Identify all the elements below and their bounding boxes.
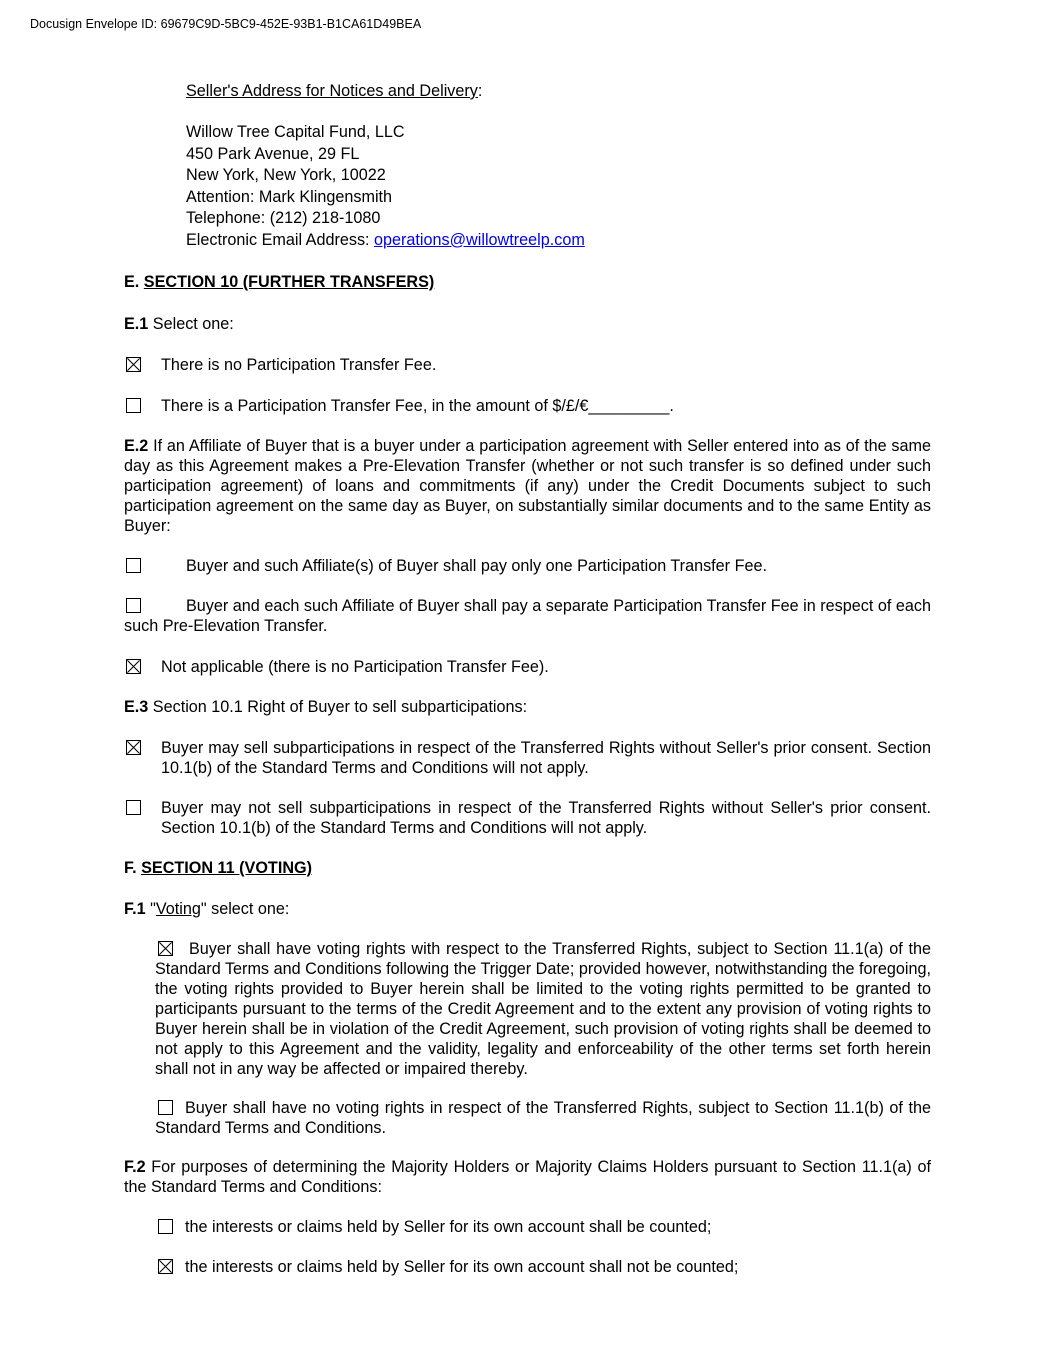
f2-paragraph: F.2 For purposes of determining the Majority Holders or Majority Claims Holders pursuant to Section 11.1(a) of the Standard Terms and Conditions: — [124, 1158, 931, 1196]
email-line: Electronic Email Address: operations@willowtreelp.com — [186, 230, 585, 249]
seller-address-block — [186, 122, 585, 251]
section-e-title: E. SECTION 10 (FURTHER TRANSFERS) — [124, 273, 435, 291]
f1-option-1-label: Buyer shall have voting rights with respect to the Transferred Rights, subject to Section 11.1(a) of the Standard Terms and Conditions following the Trigger Date; provided however, notwithstanding the foregoing, the voting rights provided to Buyer herein shall be limited to the voting rights permitted to be granted to participants pursuant to the terms of the Credit Agreement and to the extent any provision of voting rights to Buyer herein shall be in violation of the Credit Agreement, such provision of voting rights shall be deemed to not apply to this Agreement and the validity, legality and enforceability of the other terms set forth herein shall not in any way be affected or impaired thereby. — [155, 940, 931, 1078]
checkmark-x-icon — [127, 741, 140, 754]
e3-heading: E.3 Section 10.1 Right of Buyer to sell subparticipations: — [124, 698, 528, 716]
address-line: New York, New York, 10022 — [186, 166, 386, 184]
envelope-id: Docusign Envelope ID: 69679C9D-5BC9-452E-93B1-B1CA61D49BEA — [30, 17, 422, 31]
address-line: Willow Tree Capital Fund, LLC — [186, 123, 405, 141]
e3-option-2-checkbox[interactable] — [126, 800, 141, 815]
e3-option-1-checkbox[interactable] — [126, 740, 141, 755]
email-link[interactable]: operations@willowtreelp.com — [374, 230, 585, 249]
e2-option-1-checkbox[interactable] — [126, 558, 141, 573]
e2-option-3-label: Not applicable (there is no Participation Transfer Fee). — [161, 658, 549, 676]
e2-paragraph: E.2 If an Affiliate of Buyer that is a buyer under a participation agreement with Seller entered into as of the same day as this Agreement makes a Pre-Elevation Transfer (whether or not such transfer is so defined under such participation agreement) of loans and commitments (if any) under the Credit Documents subject to such participation agreement on the same day as Buyer, on substantially similar documents and to the same Entity as Buyer: — [124, 437, 931, 535]
e1-option-1-label: There is no Participation Transfer Fee. — [161, 356, 437, 374]
f2-option-2-checkbox[interactable] — [158, 1259, 173, 1274]
section-f-title: F. SECTION 11 (VOTING) — [124, 859, 312, 877]
f2-option-2-label: the interests or claims held by Seller for its own account shall not be counted; — [185, 1258, 739, 1276]
e2-option-2-label: Buyer and each such Affiliate of Buyer shall pay a separate Participation Transfer Fee in respect of each such Pre-Elevation Transfer. — [124, 597, 931, 635]
f2-option-1-checkbox[interactable] — [158, 1219, 173, 1234]
address-line: Telephone: (212) 218-1080 — [186, 209, 381, 227]
seller-address-heading: Seller's Address for Notices and Delivery: — [186, 82, 483, 100]
e2-option-1-label: Buyer and such Affiliate(s) of Buyer shall pay only one Participation Transfer Fee. — [186, 557, 767, 575]
f1-option-2-label: Buyer shall have no voting rights in respect of the Transferred Rights, subject to Section 11.1(b) of the Standard Terms and Conditions. — [155, 1099, 931, 1137]
e1-heading: E.1 Select one: — [124, 315, 234, 333]
checkmark-x-icon — [127, 358, 140, 371]
e1-option-2-label: There is a Participation Transfer Fee, in the amount of $/£/€_________. — [161, 397, 674, 415]
f1-heading: F.1 "Voting" select one: — [124, 900, 290, 918]
address-line: 450 Park Avenue, 29 FL — [186, 144, 360, 163]
e1-option-2-checkbox[interactable] — [126, 398, 141, 413]
e3-option-1-label: Buyer may sell subparticipations in respect of the Transferred Rights without Seller's prior consent. Section 10.1(b) of the Standard Terms and Conditions will not apply. — [161, 739, 931, 777]
e3-option-2-label: Buyer may not sell subparticipations in respect of the Transferred Rights without Seller's prior consent. Section 10.1(b) of the Standard Terms and Conditions will not apply. — [161, 799, 931, 837]
f2-option-1-label: the interests or claims held by Seller for its own account shall be counted; — [185, 1218, 712, 1236]
e1-option-1-checkbox[interactable] — [126, 357, 141, 372]
checkmark-x-icon — [159, 1260, 172, 1273]
address-line: Attention: Mark Klingensmith — [186, 187, 393, 206]
e2-option-3-checkbox[interactable] — [126, 659, 141, 674]
checkmark-x-icon — [127, 660, 140, 673]
